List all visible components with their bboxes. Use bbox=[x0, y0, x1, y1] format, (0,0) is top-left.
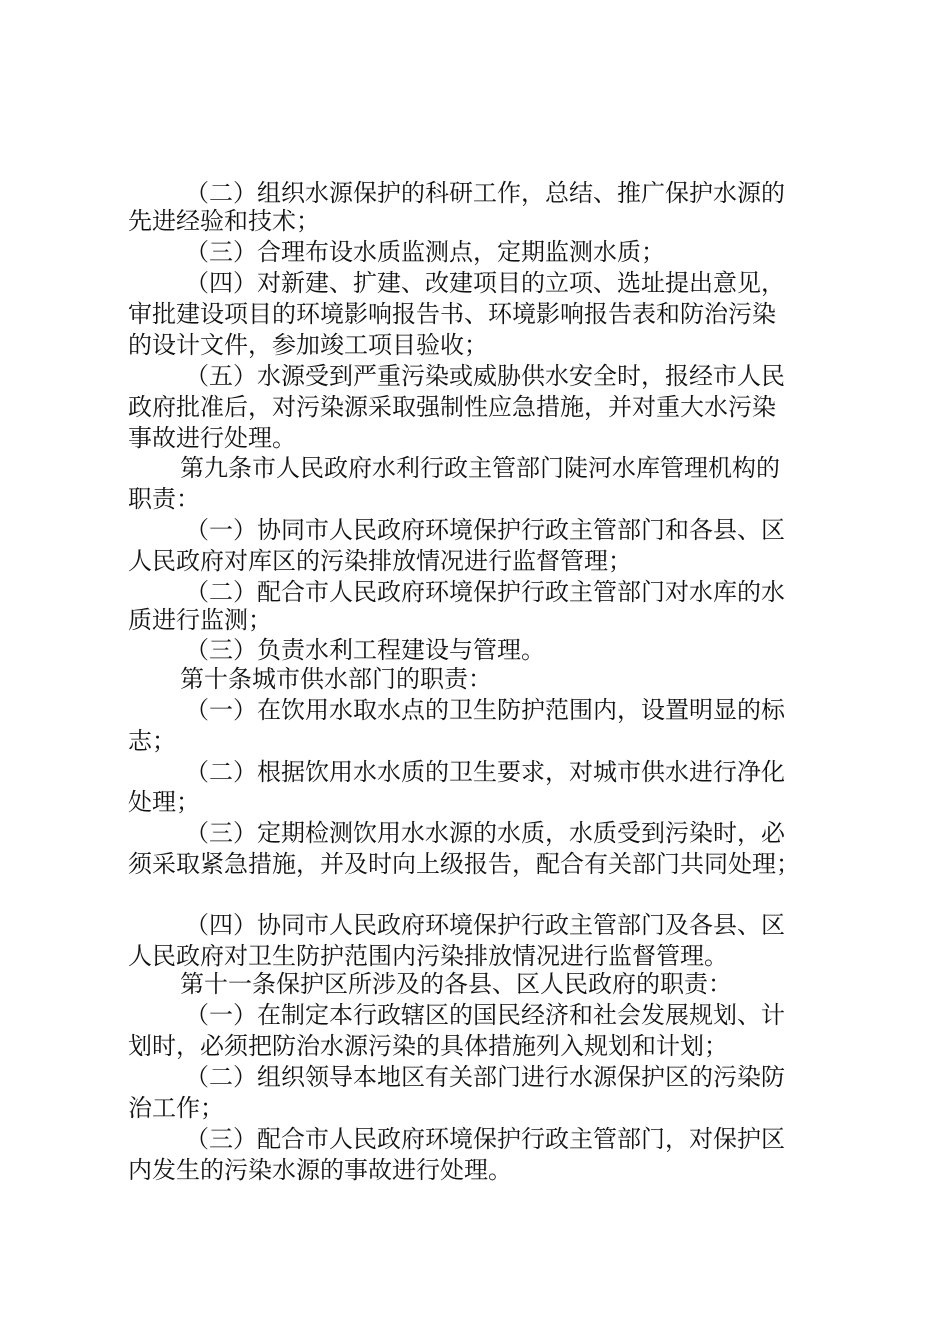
text-line-14: （二）配合市人民政府环境保护行政主管部门对水库的水 bbox=[185, 578, 785, 606]
text-line-30: 治工作； bbox=[128, 1094, 224, 1122]
text-line-3: （三）合理布设水质监测点，定期监测水质； bbox=[185, 238, 665, 266]
text-line-25: 人民政府对卫生防护范围内污染排放情况进行监督管理。 bbox=[128, 942, 728, 970]
text-line-32: 内发生的污染水源的事故进行处理。 bbox=[128, 1156, 512, 1184]
text-line-10: 第九条市人民政府水利行政主管部门陡河水库管理机构的 bbox=[180, 454, 780, 482]
text-line-23: 须采取紧急措施，并及时向上级报告，配合有关部门共同处理； bbox=[128, 850, 800, 878]
text-line-13: 人民政府对库区的污染排放情况进行监督管理； bbox=[128, 547, 632, 575]
text-line-20: （二）根据饮用水水质的卫生要求，对城市供水进行净化 bbox=[185, 758, 785, 786]
text-line-18: （一）在饮用水取水点的卫生防护范围内，设置明显的标 bbox=[185, 696, 785, 724]
text-line-6: 的设计文件，参加竣工项目验收； bbox=[128, 331, 488, 359]
text-line-24: （四）协同市人民政府环境保护行政主管部门及各县、区 bbox=[185, 911, 785, 939]
text-line-5: 审批建设项目的环境影响报告书、环境影响报告表和防治污染 bbox=[128, 300, 776, 328]
text-line-1: （二）组织水源保护的科研工作，总结、推广保护水源的 bbox=[185, 179, 785, 207]
text-line-12: （一）协同市人民政府环境保护行政主管部门和各县、区 bbox=[185, 516, 785, 544]
text-line-29: （二）组织领导本地区有关部门进行水源保护区的污染防 bbox=[185, 1063, 785, 1091]
text-line-4: （四）对新建、扩建、改建项目的立项、选址提出意见， bbox=[185, 269, 785, 297]
text-line-22: （三）定期检测饮用水水源的水质，水质受到污染时，必 bbox=[185, 819, 785, 847]
text-line-17: 第十条城市供水部门的职责： bbox=[180, 665, 492, 693]
text-line-28: 划时，必须把防治水源污染的具体措施列入规划和计划； bbox=[128, 1032, 728, 1060]
text-line-11: 职责： bbox=[128, 485, 200, 513]
text-line-21: 处理； bbox=[128, 788, 200, 816]
text-line-19: 志； bbox=[128, 727, 176, 755]
text-line-26: 第十一条保护区所涉及的各县、区人民政府的职责： bbox=[180, 970, 732, 998]
text-line-8: 政府批准后，对污染源采取强制性应急措施，并对重大水污染 bbox=[128, 393, 776, 421]
text-line-16: （三）负责水利工程建设与管理。 bbox=[185, 636, 545, 664]
text-line-9: 事故进行处理。 bbox=[128, 424, 296, 452]
text-line-2: 先进经验和技术； bbox=[128, 207, 320, 235]
text-line-7: （五）水源受到严重污染或威胁供水安全时，报经市人民 bbox=[185, 362, 785, 390]
text-line-27: （一）在制定本行政辖区的国民经济和社会发展规划、计 bbox=[185, 1001, 785, 1029]
text-line-31: （三）配合市人民政府环境保护行政主管部门，对保护区 bbox=[185, 1125, 785, 1153]
text-line-15: 质进行监测； bbox=[128, 606, 272, 634]
